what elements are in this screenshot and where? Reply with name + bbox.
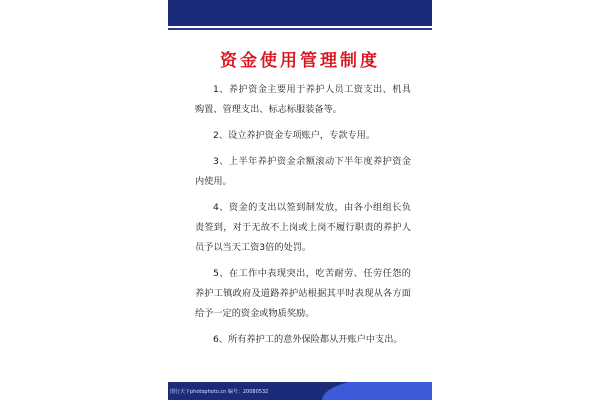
wave-decoration [322,382,432,400]
rule-item: 4、资金的支出以签到制发放，由各小组组长负责签到，对于无故不上岗或上岗不履行职责的养护人员予以当天工资3倍的处罚。 [195,202,411,253]
rule-item: 3、上半年养护资金余额滚动下半年度养护资金内使用。 [195,156,411,187]
watermark-text: 图行天下photophoto.cn 编号：20080532 [170,389,269,395]
rule-item: 2、设立养护资金专项账户，专款专用。 [213,130,376,141]
rule-item: 1、养护资金主要用于养护人员工资支出、机具购置、管理支出、标志标服装备等。 [195,84,411,115]
top-divider [168,28,432,30]
sign-title: 资金使用管理制度 [220,51,380,71]
rules-list [195,80,411,356]
rule-item: 6、所有养护工的意外保险都从开账户中支出。 [213,334,403,345]
rule-item: 5、在工作中表现突出，吃苦耐劳、任劳任怨的养护工镇政府及道路养护站根据其平时表现从各方面给予一定的资金或物质奖励。 [195,268,411,319]
sign-board [168,0,432,400]
top-band [168,0,432,26]
